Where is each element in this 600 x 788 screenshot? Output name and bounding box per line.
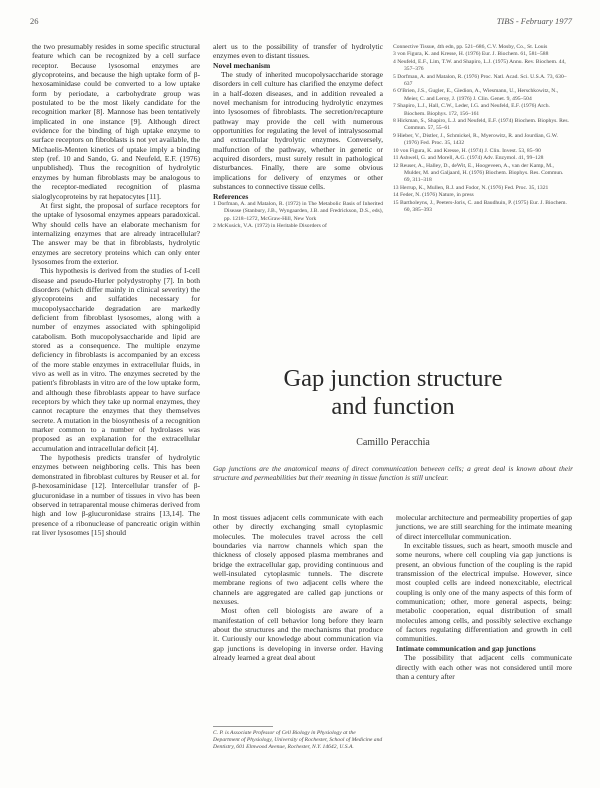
reference-item: 14 Feder, N. (1976) Nature, in press bbox=[393, 192, 474, 199]
paragraph: The hypothesis predicts transfer of hydrolytic enzymes between neighboring cells. This has been demonstrated in fibroblast cultures by Reuser et al. for β-hexosaminidase [12]. Intercellular transfer of β-glucuronidase in a number of tissues in vivo has been observed in tetraparental mouse chimeras derived from high and low β-glucuronidase strains [13,14]. The presence of a ribonuclease of pancreatic origin within rat liver lysosomes [15] should bbox=[32, 453, 200, 537]
page-number: 26 bbox=[30, 16, 39, 26]
paragraph: The study of inherited mucopolysaccharide storage disorders in cell culture has clarified the enzyme defect in a half-dozen diseases, and in addition revealed a novel mechanism for introducing hydrolytic enzymes into lysosomes of fibroblasts. The secretion/recapture pathway may provide the cell with numerous opportunities for regulating the level of intralysosomal and extracellular hydrolytic enzymes. Conversely, malfunction of the pathway, whether in genetic or acquired disorders, must surely result in pathological disturbances. Finally, there are some obvious implications for delivery of enzymes or other substances to connective tissue cells. bbox=[213, 70, 383, 192]
article-title bbox=[212, 365, 574, 421]
abstract: Gap junctions are the anatomical means of direct communication between cells; a great deal is known about their structure and permeabilities but their meaning in tissue function is still unclear. bbox=[213, 464, 573, 483]
reference-item: 8 Hickman, S., Shapiro, L.J. and Neufeld, E.F. (1974) Biochem. Biophys. Res. Commun. 57, 55–61 bbox=[393, 118, 569, 132]
lower-middle-column bbox=[213, 513, 383, 663]
middle-column bbox=[213, 42, 383, 230]
left-column bbox=[32, 42, 200, 537]
title-line: Gap junction structure bbox=[283, 365, 503, 392]
reference-item: Connective Tissue, 4th edn, pp. 521–686, C.V. Mosby, Co., St. Louis bbox=[393, 44, 548, 50]
reference-item: 2 McKusick, V.A. (1972) in Heritable Disorders of bbox=[213, 222, 327, 229]
reference-item: 9 Hieber, V., Distler, J., Schmickel, R., Myerowitz, R. and Jourdian, G.W. (1976) Fed. Proc. 35, 1432 bbox=[393, 132, 558, 147]
lower-right-column bbox=[396, 513, 572, 681]
paragraph: Most often cell biologists are aware of a manifestation of cell behavior long before they learn about the structures and the mechanisms that produce it. Curiously our knowledge about communication via gap junctions is developing in inverse order. Having already learned a great deal about bbox=[213, 606, 383, 663]
reference-item: 1 Dorfman, A. and Matalon, R. (1972) in The Metabolic Basis of Inherited Disease (Stanbury, J.B., Wyngaarden, J.B. and Fredrickson, D.S., eds), pp. 1218–1272, McGraw-Hill, New York bbox=[213, 200, 383, 222]
paragraph: molecular architecture and permeability properties of gap junctions, we are still searching for the intimate meaning of direct intercellular communication. bbox=[396, 513, 572, 541]
paragraph: the two presumably resides in some specific structural feature which can be recognized by a cell surface receptor. Because lysosomal enzymes are glycoproteins, and because the high uptake form of β-hexosaminidase could be converted to a low uptake form by periodate, a carbohydrate group was postulated to be the most likely candidate for the recognition marker [8]. Mannose has been tentatively implicated in one instance [9]. Although direct evidence for the binding of high uptake enzyme to surface receptors on fibroblasts is not yet available, the Michaelis-Menten kinetics of uptake imply a binding step (ref. 10 and Sando, G. and Neufeld, E.F. (1976) unpublished). Thus the recognition of hydrolytic enzymes by human fibroblasts may be analogous to the receptor-mediated recognition of plasma sialoglycoproteins by rat hepatocytes [11]. bbox=[32, 42, 200, 201]
author-name: Camillo Peracchia bbox=[356, 437, 430, 448]
reference-item: 3 von Figura, K. and Kresse, H. (1976) Eur. J. Biochem. 61, 581–588 bbox=[393, 51, 549, 58]
section-heading-intimate-communication: Intimate communication and gap junctions bbox=[396, 643, 536, 653]
paragraph: The possibility that adjacent cells communicate directly with each other was not considered until more than a century after bbox=[396, 653, 572, 681]
reference-item: 4 Neufeld, E.F., Lim, T.W. and Shapiro, L.J. (1975) Annu. Rev. Biochem. 44, 357–376 bbox=[393, 58, 566, 73]
reference-item: 5 Dorfman, A. and Matalon, R. (1976) Proc. Natl. Acad. Sci. U.S.A. 73, 630–637 bbox=[393, 73, 567, 88]
title-line: and function bbox=[331, 393, 455, 420]
references-continued bbox=[393, 44, 571, 214]
reference-item: 13 Herrup, K., Mullen, R.J. and Fodor, N. (1976) Fed. Proc. 35, 1321 bbox=[393, 184, 549, 191]
footnote-divider bbox=[213, 726, 273, 727]
reference-item: 15 Bartholeyns, J., Peeters-Joris, C. and Baudhuin, P. (1975) Eur. J. Biochem. 60, 385–393 bbox=[393, 199, 567, 213]
section-heading-novel-mechanism: Novel mechanism bbox=[213, 60, 271, 70]
paragraph: At first sight, the proposal of surface receptors for the uptake of lysosomal enzymes appears paradoxical. Why should cells have an elaborate mechanism for internalizing enzymes that are already intracellular? The answer may be that in fibroblasts, hydrolytic enzymes are secretory proteins which can only enter lysosomes from the exterior. bbox=[32, 200, 200, 266]
reference-item: 12 Reuser, A., Halley, D., deWit, E., Hoogeveen, A., van der Kamp, M., Mulder, M. and Galjaard, H. (1976) Biochem. Biophys. Res. Commun. 69, 311–318 bbox=[393, 162, 564, 184]
paragraph: alert us to the possibility of transfer of hydrolytic enzymes even to distant tissues. bbox=[213, 42, 383, 61]
author-footnote: C. P. is Associate Professor of Cell Biology in Physiology at the Department of Physiology, University of Rochester, School of Medicine and Dentistry, 601 Elmwood Avenue, Rochester, N.Y. 14642, U.S.A. bbox=[213, 730, 383, 751]
journal-running-head: TIBS - February 1977 bbox=[496, 16, 572, 26]
reference-item: 7 Shapiro, L.J., Hall, C.W., Leder, I.G. and Neufeld, E.F. (1976) Arch. Biochem. Biophys. 172, 156–161 bbox=[393, 103, 550, 117]
paragraph: In most tissues adjacent cells communicate with each other by directly exchanging small cytoplasmic molecules. The molecules travel across the cell boundaries via narrow channels which span the thickness of closely apposed plasma membranes and bridge the extracellular gap, providing continuous and well-insulated cytoplasmic tunnels. The discrete membrane regions of two adjacent cells where the channels are aggregated are called gap junctions or nexuses. bbox=[213, 513, 383, 607]
references-heading: References bbox=[213, 191, 249, 201]
reference-item: 6 O'Brien, J.S., Gugler, E., Giedion, A., Wiesmann, U., Herschkowitz, N., Meier, C. and Leroy, J. (1976) J. Clin. Genet. 9, 495–504 bbox=[393, 88, 559, 102]
reference-item: 10 von Figura, K. and Kresse, H. (1974) J. Clin. Invest. 53, 85–90 bbox=[393, 147, 541, 154]
paragraph: This hypothesis is derived from the studies of I-cell disease and pseudo-Hurler polydystrophy [7]. In both disorders (which differ mainly in clinical severity) the glycoproteins and sulfatides necessary for mucopolysaccharide degradation are markedly deficient from fibroblast lysosomes, along with a number of enzymes associated with sphingolipid catabolism. Both mucopolysaccharide and lipid are stored as a consequence. The multiple enzyme deficiency in fibroblasts is accompanied by an excess of the more stable enzymes in extracellular fluids, in vivo as well as in vitro. The enzymes secreted by the patient's fibroblasts in vitro are of the low uptake form, and although these fibroblasts appear to have surface receptors by which they take up normal enzymes, they cannot recapture the enzymes that they themselves secrete. A mutation in the biosynthesis of a recognition marker common to a number of hydrolases was proposed as an explanation for the extracellular accumulation and intracellular deficit [4]. bbox=[32, 266, 200, 453]
reference-item: 11 Ashwell, G. and Morell, A.G. (1974) Adv. Enzymol. 41, 99–128 bbox=[393, 155, 544, 162]
paragraph: In excitable tissues, such as heart, smooth muscle and some neurons, where cell coupling via gap junctions is present, an obvious function of the coupling is the rapid transmission of the electrical impulse. However, since most coupled cells are indeed nonexcitable, electrical coupling is only one of the many aspects of this form of communication; other, more general aspects, being: metabolic cooperation, equal distribution of small molecules among cells, and possibly selective exchange of factors regulating differentiation and growth in cell communities. bbox=[396, 541, 572, 644]
